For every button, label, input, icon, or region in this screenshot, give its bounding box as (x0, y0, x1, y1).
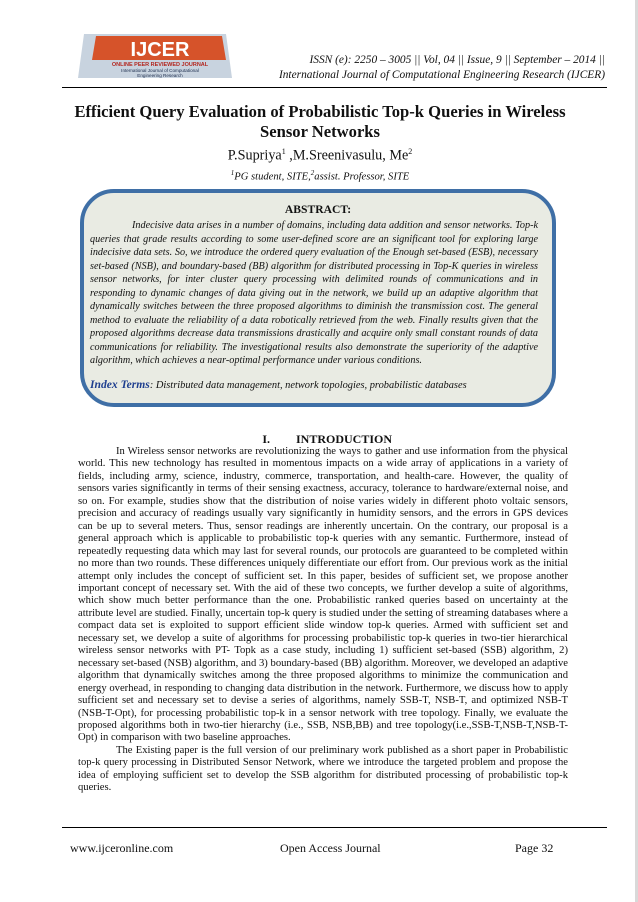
header-journal-line: International Journal of Computational Engineering Research (IJCER) (278, 69, 605, 81)
logo-name: IJCER (130, 39, 190, 61)
affil-sup-1: 1 (230, 169, 235, 177)
footer-page-number: Page 32 (515, 841, 554, 855)
abstract-box (80, 189, 556, 407)
affil-part-2: assist. Professor, SITE (314, 171, 410, 183)
abstract-text-block (90, 219, 538, 368)
index-terms (90, 378, 540, 391)
section-title: INTRODUCTION (296, 432, 393, 446)
intro-paragraph-2-text: The Existing paper is the full version of our preliminary work published as a short paper in Probabilistic top-k query processing in Distributed Sensor Network, where we introduce the targeted problem and propose the idea of employing sufficient set to develop the SSB algorithm for distributed processing of probabilistic top-k queries. (78, 744, 568, 794)
affil-part-1: PG student, SITE, (234, 171, 311, 183)
author-2-sup: 2 (408, 147, 413, 156)
author-1: P.Supriya (227, 147, 282, 164)
footer-rule (62, 827, 607, 828)
abstract-text: Indecisive data arises in a number of domains, including data addition and sensor networks. Top-k queries that grade results according to some user-defined score are an significant tool for exploring large indecisive data sets. So, we introduce the ordered query evaluation of the Enough set-based (ESB), necessary set-based (NSB), and boundary-based (BB) algorithm for distributed processing in Top-K queries in wireless sensor networks, for inter cluster query processing with delimited rounds of communications and in responding to dynamic changes of data giving out in the network, we build up an adaptive algorithm that dynamically switches between the three proposed algorithms to diminish the transmission cost. The general method to evaluate the reliability of a data robotically retrieved from the web. Finally results given that the proposed algorithms decrease data transmissions drastically and acquire only small constant rounds of data communications for reliability. The investigational results also demonstrate the superiority of the adaptive algorithm, which achieves a near-optimal performance under various conditions. (90, 220, 538, 366)
section-heading-introduction (220, 432, 420, 447)
logo-sub-line1: International Journal of Computational (121, 68, 199, 73)
introduction-body (78, 446, 568, 795)
footer-website: www.ijceronline.com (70, 841, 174, 855)
affiliation-line (70, 169, 570, 183)
header-rule (62, 87, 607, 88)
logo-sub-line2: Engineering Research (137, 73, 183, 78)
header-issn-line: ISSN (e): 2250 – 3005 || Vol, 04 || Issue, 9 || September – 2014 || (309, 54, 605, 66)
affil-sup-2: 2 (310, 169, 315, 177)
intro-paragraph-2 (78, 745, 568, 795)
abstract-heading: ABSTRACT: (284, 203, 352, 216)
author-1-sup: 1 (281, 147, 286, 156)
author-line (70, 147, 570, 165)
index-terms-label: Index Terms (90, 378, 150, 391)
intro-paragraph-1-text: In Wireless sensor networks are revolutionizing the ways to gather and use information from the physical world. This new technology has resulted in momentous impacts on a wide array of applications in a variety of fields, including army, science, industry, commerce, transportation, and health-care. However, the quality of sensors varies significantly in terms of their sensing exactness, accuracy, tolerance to hardware/external noise, and so on. For example, studies show that the distribution of noise varies widely in different photo voltaic sensors, precision and accuracy of readings usually vary significantly in humidity sensors, and the errors in GPS devices can be up to several meters. Thus, sensor readings are inherently uncertain. On the contrary, our proposal is a general approach which is applicable to probabilistic top-k queries with any semantic. Furthermore, instead of repeatedly requesting data which may last for several rounds, our protocols are guaranteed to be completed within no more than two rounds. These differences uniquely differentiate our effort from. Our previous work as the initial attempt only includes the concept of sufficient set. In this paper, besides of sufficient set, we propose another important concept of necessary set. With the aid of these two concepts, we further develop a suite of algorithms, which show much better performance than the one. Probabilistic ranked queries based on uncertainty at the attribute level are studied. Finally, uncertain top-k query is studied under the setting of streaming databases where a compact data set is exploited to support efficient slide window top-k queries. Armed with sufficient set and necessary set, we develop a suite of algorithms for processing probabilistic top-k queries in two-tier hierarchical wireless sensor networks with PT- Topk as a case study, including 1) sufficient set-based (SSB) algorithm, 2) necessary set-based (NSB) algorithm, and 3) boundary-based (BB) algorithm. Moreover, we developed an adaptive algorithm that dynamically switches among the three proposed algorithms to minimize the communication and energy overhead, in responding to changing data distribution in the network. Furthermore, we discuss how to apply sufficient set and necessary set to devise a series of algorithms, namely SSB-T, NSB-T, and optimized NSB-T (NSB-T-Opt), for processing probabilistic top-k in a sensor network with tree topology. Finally, we evaluate the proposed algorithms both in two-tier hierarchy (i.e., SSB, NSB,BB) and tree topology(i.e.,SSB-T,NSB-T,NSB-T-Opt) in comparison with two baseline approaches. (78, 446, 568, 744)
intro-paragraph-1 (78, 446, 568, 745)
paper-title: Efficient Query Evaluation of Probabilistic Top-k Queries in Wireless Sensor Networks (74, 102, 566, 141)
logo-tagline: ONLINE PEER REVIEWED JOURNAL (111, 62, 209, 68)
author-2: ,M.Sreenivasulu, Me (285, 147, 409, 164)
index-terms-text: : Distributed data management, network topologies, probabilistic databases (149, 380, 467, 391)
section-number: I. (262, 432, 270, 446)
footer-center-text: Open Access Journal (280, 841, 381, 855)
